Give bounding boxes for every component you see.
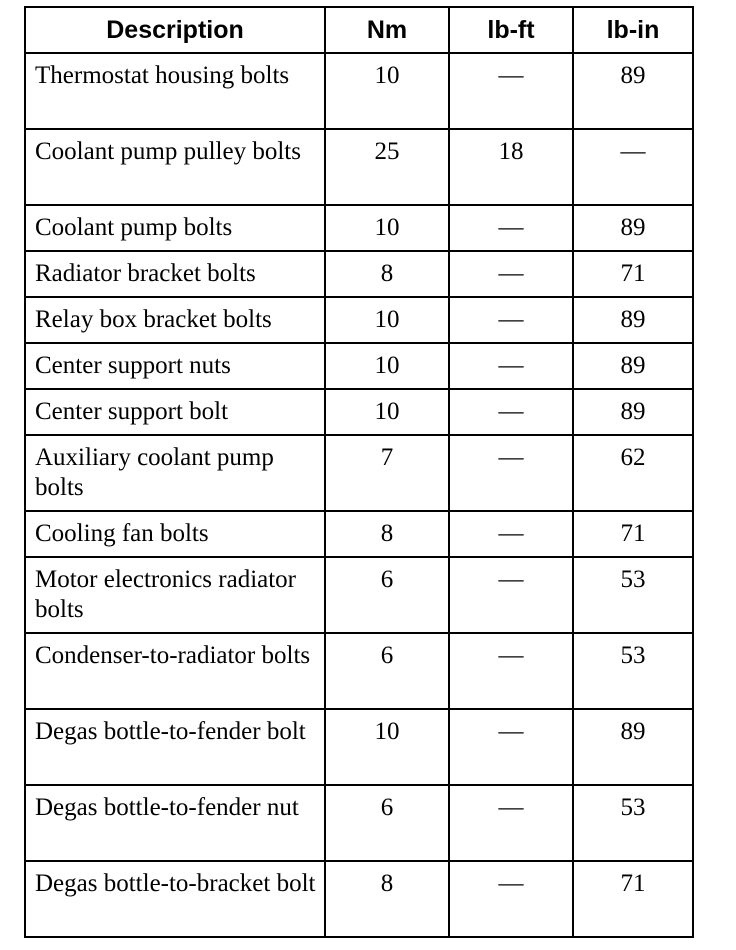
cell-lb-ft: — xyxy=(449,297,573,343)
cell-lb-ft: — xyxy=(449,557,573,633)
table-row xyxy=(25,129,693,205)
cell-nm: 6 xyxy=(325,633,449,709)
cell-lb-in: 89 xyxy=(573,389,693,435)
cell-lb-ft: 18 xyxy=(449,129,573,205)
cell-lb-in: 71 xyxy=(573,861,693,937)
cell-description: Motor electronics radiator bolts xyxy=(25,557,325,633)
cell-lb-in: 53 xyxy=(573,633,693,709)
cell-lb-in: 89 xyxy=(573,709,693,785)
cell-description: Center support nuts xyxy=(25,343,325,389)
table-row xyxy=(25,861,693,937)
cell-description: Degas bottle-to-fender bolt xyxy=(25,709,325,785)
cell-lb-ft: — xyxy=(449,53,573,129)
cell-lb-ft: — xyxy=(449,343,573,389)
cell-nm: 7 xyxy=(325,435,449,511)
cell-nm: 10 xyxy=(325,389,449,435)
cell-lb-in: 53 xyxy=(573,785,693,861)
cell-lb-in: 71 xyxy=(573,251,693,297)
cell-lb-in: 89 xyxy=(573,53,693,129)
table-row xyxy=(25,709,693,785)
cell-lb-in: 89 xyxy=(573,297,693,343)
cell-nm: 10 xyxy=(325,53,449,129)
table-row xyxy=(25,251,693,297)
cell-lb-in: 53 xyxy=(573,557,693,633)
cell-lb-ft: — xyxy=(449,785,573,861)
cell-description: Coolant pump pulley bolts xyxy=(25,129,325,205)
cell-lb-ft: — xyxy=(449,709,573,785)
table-row xyxy=(25,343,693,389)
cell-description: Thermostat housing bolts xyxy=(25,53,325,129)
cell-lb-ft: — xyxy=(449,435,573,511)
table-row xyxy=(25,633,693,709)
cell-nm: 10 xyxy=(325,297,449,343)
cell-description: Coolant pump bolts xyxy=(25,205,325,251)
cell-nm: 10 xyxy=(325,205,449,251)
cell-nm: 25 xyxy=(325,129,449,205)
header-description: Description xyxy=(25,7,325,53)
table-row xyxy=(25,557,693,633)
cell-description: Cooling fan bolts xyxy=(25,511,325,557)
table-row xyxy=(25,511,693,557)
cell-description: Radiator bracket bolts xyxy=(25,251,325,297)
cell-lb-in: 71 xyxy=(573,511,693,557)
cell-lb-ft: — xyxy=(449,251,573,297)
cell-lb-in: 62 xyxy=(573,435,693,511)
table-row xyxy=(25,205,693,251)
header-lb-ft: lb-ft xyxy=(449,7,573,53)
table-row xyxy=(25,785,693,861)
cell-description: Degas bottle-to-fender nut xyxy=(25,785,325,861)
cell-description: Auxiliary coolant pump bolts xyxy=(25,435,325,511)
cell-nm: 6 xyxy=(325,785,449,861)
cell-lb-in: 89 xyxy=(573,205,693,251)
cell-description: Condenser-to-radiator bolts xyxy=(25,633,325,709)
table-row xyxy=(25,389,693,435)
header-lb-in: lb-in xyxy=(573,7,693,53)
cell-nm: 8 xyxy=(325,861,449,937)
cell-lb-ft: — xyxy=(449,511,573,557)
cell-lb-ft: — xyxy=(449,633,573,709)
cell-description: Center support bolt xyxy=(25,389,325,435)
cell-lb-ft: — xyxy=(449,389,573,435)
cell-nm: 6 xyxy=(325,557,449,633)
cell-lb-in: 89 xyxy=(573,343,693,389)
cell-description: Degas bottle-to-bracket bolt xyxy=(25,861,325,937)
header-row xyxy=(25,7,693,53)
cell-lb-in: — xyxy=(573,129,693,205)
table-row xyxy=(25,435,693,511)
torque-spec-sheet xyxy=(24,6,692,938)
cell-nm: 10 xyxy=(325,343,449,389)
cell-lb-ft: — xyxy=(449,861,573,937)
cell-description: Relay box bracket bolts xyxy=(25,297,325,343)
table-row xyxy=(25,297,693,343)
cell-nm: 10 xyxy=(325,709,449,785)
torque-specification-table xyxy=(24,6,694,938)
cell-nm: 8 xyxy=(325,511,449,557)
cell-lb-ft: — xyxy=(449,205,573,251)
cell-nm: 8 xyxy=(325,251,449,297)
table-row xyxy=(25,53,693,129)
header-nm: Nm xyxy=(325,7,449,53)
